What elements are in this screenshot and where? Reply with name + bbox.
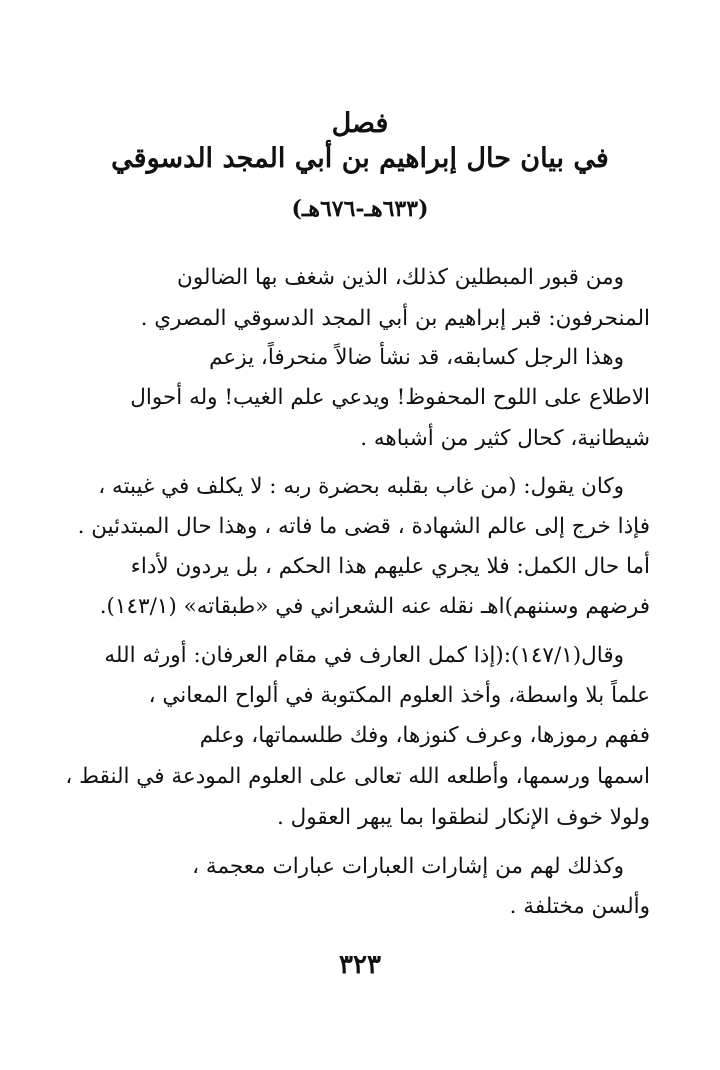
text-line: ففهم رموزها، وعرف كنوزها، وفك طلسماتها، وعلم xyxy=(199,723,650,748)
text-line: وألسن مختلفة . xyxy=(509,894,650,919)
section-subject: في بيان حال إبراهيم بن أبي المجد الدسوقي xyxy=(111,143,609,174)
text-line: وهذا الرجل كسابقه، قد نشأ ضالاً منحرفاً، يزعم xyxy=(209,345,624,370)
section-dates: (٦٣٣هـ-٦٧٦هـ) xyxy=(291,196,429,222)
text-line: وكذلك لهم من إشارات العبارات عبارات معجمة ، xyxy=(192,854,624,879)
text-line: وقال(١٤٧/١):(إذا كمل العارف في مقام العرفان: أورثه الله xyxy=(104,643,624,668)
text-line: فرضهم وسننهم)اهـ نقله عنه الشعراني في «طبقاته» (١٤٣/١). xyxy=(99,594,650,619)
text-line: ولولا خوف الإنكار لنطقوا بما يبهر العقول . xyxy=(276,805,650,830)
text-line: علماً بلا واسطة، وأخذ العلوم المكتوبة في ألواح المعاني ، xyxy=(148,683,650,708)
text-line: المنحرفون: قبر إبراهيم بن أبي المجد الدسوقي المصري . xyxy=(140,306,650,331)
text-line: شيطانية، كحال كثير من أشباهه . xyxy=(360,426,650,451)
section-heading: فصل xyxy=(331,108,389,139)
text-line: الاطلاع على اللوح المحفوظ! ويدعي علم الغيب! وله أحوال xyxy=(130,385,650,410)
text-line: فإذا خرج إلى عالم الشهادة ، قضى ما فاته ، وهذا حال المبتدئين . xyxy=(77,514,650,539)
text-line: وكان يقول: (من غاب بقلبه بحضرة ربه : لا يكلف في غيبته ، xyxy=(98,474,624,499)
page-number: ٣٢٣ xyxy=(339,950,381,980)
text-line: أما حال الكمل: فلا يجري عليهم هذا الحكم ، بل يردون لأداء xyxy=(130,554,650,579)
text-line: اسمها ورسمها، وأطلعه الله تعالى على العلوم المودعة في النقط ، xyxy=(65,764,650,789)
text-line: ومن قبور المبطلين كذلك، الذين شغف بها الضالون xyxy=(177,265,624,290)
